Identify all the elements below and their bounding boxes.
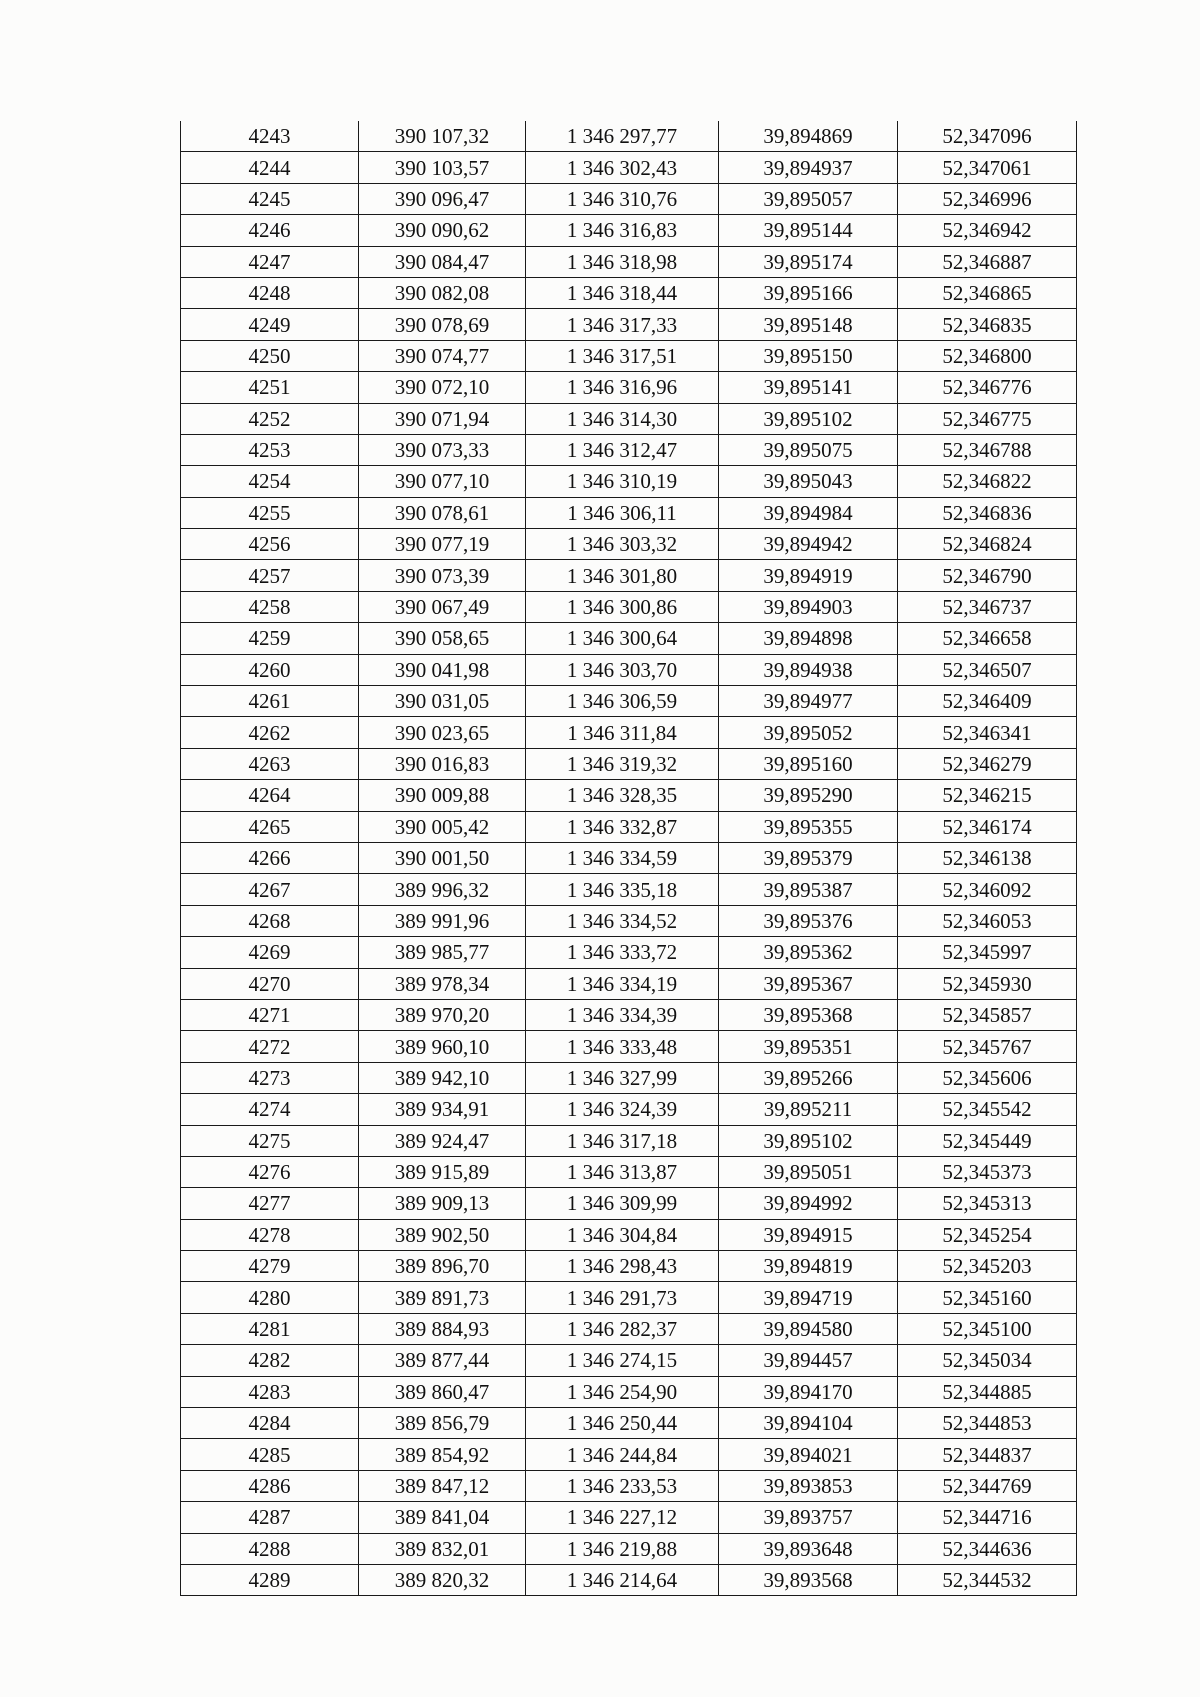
x-coordinate-cell: 389 896,70: [359, 1251, 526, 1282]
y-coordinate-cell: 1 346 311,84: [526, 717, 719, 748]
longitude-cell: 39,895355: [719, 811, 898, 842]
table-row: [181, 1031, 1077, 1062]
y-coordinate-cell: 1 346 318,44: [526, 277, 719, 308]
x-coordinate-cell: 390 077,10: [359, 466, 526, 497]
y-coordinate-cell: 1 346 316,83: [526, 215, 719, 246]
longitude-cell: 39,895057: [719, 183, 898, 214]
latitude-cell: 52,347061: [898, 152, 1077, 183]
latitude-cell: 52,344769: [898, 1470, 1077, 1501]
y-coordinate-cell: 1 346 327,99: [526, 1062, 719, 1093]
table-row: [181, 654, 1077, 685]
y-coordinate-cell: 1 346 317,51: [526, 340, 719, 371]
longitude-cell: 39,894992: [719, 1188, 898, 1219]
longitude-cell: 39,895102: [719, 403, 898, 434]
latitude-cell: 52,346279: [898, 748, 1077, 779]
table-row: [181, 1470, 1077, 1501]
latitude-cell: 52,344636: [898, 1533, 1077, 1564]
longitude-cell: 39,895362: [719, 937, 898, 968]
x-coordinate-cell: 390 073,33: [359, 434, 526, 465]
point-number-cell: 4251: [181, 372, 359, 403]
latitude-cell: 52,345373: [898, 1156, 1077, 1187]
latitude-cell: 52,345930: [898, 968, 1077, 999]
table-row: [181, 1345, 1077, 1376]
y-coordinate-cell: 1 346 301,80: [526, 560, 719, 591]
longitude-cell: 39,895379: [719, 842, 898, 873]
longitude-cell: 39,895075: [719, 434, 898, 465]
table-row: [181, 1564, 1077, 1595]
point-number-cell: 4265: [181, 811, 359, 842]
latitude-cell: 52,345034: [898, 1345, 1077, 1376]
x-coordinate-cell: 390 078,69: [359, 309, 526, 340]
x-coordinate-cell: 390 084,47: [359, 246, 526, 277]
longitude-cell: 39,894104: [719, 1408, 898, 1439]
y-coordinate-cell: 1 346 335,18: [526, 874, 719, 905]
x-coordinate-cell: 390 103,57: [359, 152, 526, 183]
table-row: [181, 1125, 1077, 1156]
point-number-cell: 4255: [181, 497, 359, 528]
x-coordinate-cell: 389 934,91: [359, 1094, 526, 1125]
y-coordinate-cell: 1 346 312,47: [526, 434, 719, 465]
table-row: [181, 1439, 1077, 1470]
longitude-cell: 39,895141: [719, 372, 898, 403]
x-coordinate-cell: 390 031,05: [359, 686, 526, 717]
y-coordinate-cell: 1 346 250,44: [526, 1408, 719, 1439]
point-number-cell: 4277: [181, 1188, 359, 1219]
table-row: [181, 1282, 1077, 1313]
latitude-cell: 52,346942: [898, 215, 1077, 246]
point-number-cell: 4257: [181, 560, 359, 591]
table-row: [181, 1094, 1077, 1125]
point-number-cell: 4263: [181, 748, 359, 779]
x-coordinate-cell: 389 942,10: [359, 1062, 526, 1093]
y-coordinate-cell: 1 346 316,96: [526, 372, 719, 403]
x-coordinate-cell: 389 985,77: [359, 937, 526, 968]
latitude-cell: 52,347096: [898, 121, 1077, 152]
y-coordinate-cell: 1 346 319,32: [526, 748, 719, 779]
latitude-cell: 52,346824: [898, 529, 1077, 560]
x-coordinate-cell: 389 847,12: [359, 1470, 526, 1501]
latitude-cell: 52,344532: [898, 1564, 1077, 1595]
x-coordinate-cell: 390 096,47: [359, 183, 526, 214]
latitude-cell: 52,345542: [898, 1094, 1077, 1125]
x-coordinate-cell: 390 023,65: [359, 717, 526, 748]
table-row: [181, 905, 1077, 936]
table-row: [181, 591, 1077, 622]
table-row: [181, 717, 1077, 748]
longitude-cell: 39,894898: [719, 623, 898, 654]
longitude-cell: 39,895174: [719, 246, 898, 277]
longitude-cell: 39,895376: [719, 905, 898, 936]
coordinates-table-body: [181, 121, 1077, 1596]
x-coordinate-cell: 390 058,65: [359, 623, 526, 654]
y-coordinate-cell: 1 346 303,70: [526, 654, 719, 685]
point-number-cell: 4248: [181, 277, 359, 308]
x-coordinate-cell: 390 016,83: [359, 748, 526, 779]
longitude-cell: 39,895368: [719, 999, 898, 1030]
longitude-cell: 39,894170: [719, 1376, 898, 1407]
y-coordinate-cell: 1 346 334,19: [526, 968, 719, 999]
point-number-cell: 4285: [181, 1439, 359, 1470]
longitude-cell: 39,894942: [719, 529, 898, 560]
y-coordinate-cell: 1 346 306,11: [526, 497, 719, 528]
point-number-cell: 4274: [181, 1094, 359, 1125]
longitude-cell: 39,895160: [719, 748, 898, 779]
longitude-cell: 39,895266: [719, 1062, 898, 1093]
table-row: [181, 403, 1077, 434]
y-coordinate-cell: 1 346 244,84: [526, 1439, 719, 1470]
y-coordinate-cell: 1 346 334,52: [526, 905, 719, 936]
longitude-cell: 39,893648: [719, 1533, 898, 1564]
x-coordinate-cell: 389 970,20: [359, 999, 526, 1030]
latitude-cell: 52,346507: [898, 654, 1077, 685]
longitude-cell: 39,894977: [719, 686, 898, 717]
longitude-cell: 39,895166: [719, 277, 898, 308]
point-number-cell: 4252: [181, 403, 359, 434]
x-coordinate-cell: 389 856,79: [359, 1408, 526, 1439]
table-row: [181, 1188, 1077, 1219]
longitude-cell: 39,895052: [719, 717, 898, 748]
longitude-cell: 39,894937: [719, 152, 898, 183]
latitude-cell: 52,346138: [898, 842, 1077, 873]
point-number-cell: 4271: [181, 999, 359, 1030]
x-coordinate-cell: 389 991,96: [359, 905, 526, 936]
y-coordinate-cell: 1 346 274,15: [526, 1345, 719, 1376]
table-row: [181, 842, 1077, 873]
y-coordinate-cell: 1 346 303,32: [526, 529, 719, 560]
x-coordinate-cell: 389 996,32: [359, 874, 526, 905]
latitude-cell: 52,345606: [898, 1062, 1077, 1093]
point-number-cell: 4283: [181, 1376, 359, 1407]
table-row: [181, 1502, 1077, 1533]
point-number-cell: 4267: [181, 874, 359, 905]
table-row: [181, 811, 1077, 842]
latitude-cell: 52,346836: [898, 497, 1077, 528]
longitude-cell: 39,895043: [719, 466, 898, 497]
longitude-cell: 39,894457: [719, 1345, 898, 1376]
latitude-cell: 52,346887: [898, 246, 1077, 277]
y-coordinate-cell: 1 346 332,87: [526, 811, 719, 842]
x-coordinate-cell: 389 902,50: [359, 1219, 526, 1250]
y-coordinate-cell: 1 346 219,88: [526, 1533, 719, 1564]
table-row: [181, 1156, 1077, 1187]
y-coordinate-cell: 1 346 233,53: [526, 1470, 719, 1501]
point-number-cell: 4266: [181, 842, 359, 873]
point-number-cell: 4279: [181, 1251, 359, 1282]
x-coordinate-cell: 389 841,04: [359, 1502, 526, 1533]
table-row: [181, 372, 1077, 403]
x-coordinate-cell: 389 924,47: [359, 1125, 526, 1156]
table-row: [181, 623, 1077, 654]
point-number-cell: 4249: [181, 309, 359, 340]
point-number-cell: 4289: [181, 1564, 359, 1595]
latitude-cell: 52,345203: [898, 1251, 1077, 1282]
latitude-cell: 52,346776: [898, 372, 1077, 403]
longitude-cell: 39,895144: [719, 215, 898, 246]
table-row: [181, 1062, 1077, 1093]
longitude-cell: 39,894915: [719, 1219, 898, 1250]
longitude-cell: 39,894984: [719, 497, 898, 528]
x-coordinate-cell: 390 071,94: [359, 403, 526, 434]
longitude-cell: 39,895150: [719, 340, 898, 371]
x-coordinate-cell: 389 860,47: [359, 1376, 526, 1407]
latitude-cell: 52,345997: [898, 937, 1077, 968]
table-row: [181, 152, 1077, 183]
latitude-cell: 52,346800: [898, 340, 1077, 371]
point-number-cell: 4287: [181, 1502, 359, 1533]
point-number-cell: 4276: [181, 1156, 359, 1187]
x-coordinate-cell: 390 001,50: [359, 842, 526, 873]
x-coordinate-cell: 389 891,73: [359, 1282, 526, 1313]
latitude-cell: 52,346053: [898, 905, 1077, 936]
table-row: [181, 215, 1077, 246]
y-coordinate-cell: 1 346 317,33: [526, 309, 719, 340]
y-coordinate-cell: 1 346 298,43: [526, 1251, 719, 1282]
point-number-cell: 4284: [181, 1408, 359, 1439]
table-row: [181, 277, 1077, 308]
longitude-cell: 39,895051: [719, 1156, 898, 1187]
latitude-cell: 52,346996: [898, 183, 1077, 214]
table-row: [181, 1313, 1077, 1344]
table-row: [181, 1219, 1077, 1250]
longitude-cell: 39,895351: [719, 1031, 898, 1062]
point-number-cell: 4258: [181, 591, 359, 622]
point-number-cell: 4260: [181, 654, 359, 685]
longitude-cell: 39,894580: [719, 1313, 898, 1344]
point-number-cell: 4286: [181, 1470, 359, 1501]
longitude-cell: 39,895148: [719, 309, 898, 340]
coordinates-table: [180, 121, 1077, 1596]
point-number-cell: 4269: [181, 937, 359, 968]
x-coordinate-cell: 389 978,34: [359, 968, 526, 999]
x-coordinate-cell: 390 074,77: [359, 340, 526, 371]
table-row: [181, 560, 1077, 591]
point-number-cell: 4247: [181, 246, 359, 277]
x-coordinate-cell: 389 884,93: [359, 1313, 526, 1344]
point-number-cell: 4275: [181, 1125, 359, 1156]
latitude-cell: 52,346092: [898, 874, 1077, 905]
point-number-cell: 4250: [181, 340, 359, 371]
y-coordinate-cell: 1 346 318,98: [526, 246, 719, 277]
y-coordinate-cell: 1 346 309,99: [526, 1188, 719, 1219]
table-row: [181, 246, 1077, 277]
longitude-cell: 39,895387: [719, 874, 898, 905]
table-row: [181, 748, 1077, 779]
longitude-cell: 39,895290: [719, 780, 898, 811]
x-coordinate-cell: 390 005,42: [359, 811, 526, 842]
latitude-cell: 52,346174: [898, 811, 1077, 842]
x-coordinate-cell: 389 820,32: [359, 1564, 526, 1595]
table-row: [181, 183, 1077, 214]
y-coordinate-cell: 1 346 254,90: [526, 1376, 719, 1407]
latitude-cell: 52,345100: [898, 1313, 1077, 1344]
y-coordinate-cell: 1 346 328,35: [526, 780, 719, 811]
y-coordinate-cell: 1 346 313,87: [526, 1156, 719, 1187]
table-row: [181, 1533, 1077, 1564]
latitude-cell: 52,346865: [898, 277, 1077, 308]
x-coordinate-cell: 389 832,01: [359, 1533, 526, 1564]
longitude-cell: 39,894903: [719, 591, 898, 622]
y-coordinate-cell: 1 346 324,39: [526, 1094, 719, 1125]
x-coordinate-cell: 389 854,92: [359, 1439, 526, 1470]
longitude-cell: 39,895367: [719, 968, 898, 999]
point-number-cell: 4254: [181, 466, 359, 497]
x-coordinate-cell: 390 067,49: [359, 591, 526, 622]
table-row: [181, 497, 1077, 528]
table-row: [181, 1376, 1077, 1407]
table-row: [181, 937, 1077, 968]
latitude-cell: 52,346790: [898, 560, 1077, 591]
y-coordinate-cell: 1 346 314,30: [526, 403, 719, 434]
latitude-cell: 52,346409: [898, 686, 1077, 717]
table-row: [181, 434, 1077, 465]
x-coordinate-cell: 389 915,89: [359, 1156, 526, 1187]
table-row: [181, 780, 1077, 811]
y-coordinate-cell: 1 346 310,19: [526, 466, 719, 497]
latitude-cell: 52,346775: [898, 403, 1077, 434]
y-coordinate-cell: 1 346 334,39: [526, 999, 719, 1030]
table-row: [181, 1251, 1077, 1282]
y-coordinate-cell: 1 346 297,77: [526, 121, 719, 152]
x-coordinate-cell: 390 077,19: [359, 529, 526, 560]
x-coordinate-cell: 390 041,98: [359, 654, 526, 685]
latitude-cell: 52,346835: [898, 309, 1077, 340]
x-coordinate-cell: 389 909,13: [359, 1188, 526, 1219]
latitude-cell: 52,344716: [898, 1502, 1077, 1533]
latitude-cell: 52,346737: [898, 591, 1077, 622]
longitude-cell: 39,894021: [719, 1439, 898, 1470]
point-number-cell: 4243: [181, 121, 359, 152]
table-row: [181, 968, 1077, 999]
x-coordinate-cell: 389 877,44: [359, 1345, 526, 1376]
latitude-cell: 52,344885: [898, 1376, 1077, 1407]
latitude-cell: 52,346658: [898, 623, 1077, 654]
table-row: [181, 309, 1077, 340]
x-coordinate-cell: 390 009,88: [359, 780, 526, 811]
longitude-cell: 39,893757: [719, 1502, 898, 1533]
x-coordinate-cell: 390 082,08: [359, 277, 526, 308]
y-coordinate-cell: 1 346 282,37: [526, 1313, 719, 1344]
point-number-cell: 4281: [181, 1313, 359, 1344]
longitude-cell: 39,894919: [719, 560, 898, 591]
latitude-cell: 52,345313: [898, 1188, 1077, 1219]
y-coordinate-cell: 1 346 291,73: [526, 1282, 719, 1313]
point-number-cell: 4246: [181, 215, 359, 246]
point-number-cell: 4278: [181, 1219, 359, 1250]
latitude-cell: 52,345160: [898, 1282, 1077, 1313]
point-number-cell: 4259: [181, 623, 359, 654]
latitude-cell: 52,346341: [898, 717, 1077, 748]
y-coordinate-cell: 1 346 227,12: [526, 1502, 719, 1533]
y-coordinate-cell: 1 346 334,59: [526, 842, 719, 873]
table-row: [181, 686, 1077, 717]
x-coordinate-cell: 390 078,61: [359, 497, 526, 528]
point-number-cell: 4288: [181, 1533, 359, 1564]
longitude-cell: 39,893853: [719, 1470, 898, 1501]
longitude-cell: 39,895211: [719, 1094, 898, 1125]
y-coordinate-cell: 1 346 333,72: [526, 937, 719, 968]
latitude-cell: 52,345254: [898, 1219, 1077, 1250]
y-coordinate-cell: 1 346 310,76: [526, 183, 719, 214]
longitude-cell: 39,893568: [719, 1564, 898, 1595]
x-coordinate-cell: 390 090,62: [359, 215, 526, 246]
y-coordinate-cell: 1 346 306,59: [526, 686, 719, 717]
point-number-cell: 4268: [181, 905, 359, 936]
point-number-cell: 4273: [181, 1062, 359, 1093]
point-number-cell: 4261: [181, 686, 359, 717]
y-coordinate-cell: 1 346 214,64: [526, 1564, 719, 1595]
table-row: [181, 999, 1077, 1030]
point-number-cell: 4262: [181, 717, 359, 748]
point-number-cell: 4256: [181, 529, 359, 560]
latitude-cell: 52,346788: [898, 434, 1077, 465]
y-coordinate-cell: 1 346 317,18: [526, 1125, 719, 1156]
table-row: [181, 340, 1077, 371]
longitude-cell: 39,895102: [719, 1125, 898, 1156]
latitude-cell: 52,344837: [898, 1439, 1077, 1470]
y-coordinate-cell: 1 346 333,48: [526, 1031, 719, 1062]
longitude-cell: 39,894938: [719, 654, 898, 685]
x-coordinate-cell: 389 960,10: [359, 1031, 526, 1062]
point-number-cell: 4282: [181, 1345, 359, 1376]
y-coordinate-cell: 1 346 304,84: [526, 1219, 719, 1250]
table-row: [181, 121, 1077, 152]
latitude-cell: 52,344853: [898, 1408, 1077, 1439]
latitude-cell: 52,346215: [898, 780, 1077, 811]
point-number-cell: 4270: [181, 968, 359, 999]
latitude-cell: 52,345857: [898, 999, 1077, 1030]
point-number-cell: 4245: [181, 183, 359, 214]
y-coordinate-cell: 1 346 300,64: [526, 623, 719, 654]
point-number-cell: 4272: [181, 1031, 359, 1062]
longitude-cell: 39,894719: [719, 1282, 898, 1313]
y-coordinate-cell: 1 346 302,43: [526, 152, 719, 183]
x-coordinate-cell: 390 107,32: [359, 121, 526, 152]
table-row: [181, 874, 1077, 905]
latitude-cell: 52,346822: [898, 466, 1077, 497]
point-number-cell: 4253: [181, 434, 359, 465]
table-row: [181, 1408, 1077, 1439]
x-coordinate-cell: 390 073,39: [359, 560, 526, 591]
point-number-cell: 4280: [181, 1282, 359, 1313]
point-number-cell: 4264: [181, 780, 359, 811]
latitude-cell: 52,345767: [898, 1031, 1077, 1062]
table-row: [181, 529, 1077, 560]
latitude-cell: 52,345449: [898, 1125, 1077, 1156]
y-coordinate-cell: 1 346 300,86: [526, 591, 719, 622]
longitude-cell: 39,894819: [719, 1251, 898, 1282]
longitude-cell: 39,894869: [719, 121, 898, 152]
table-row: [181, 466, 1077, 497]
point-number-cell: 4244: [181, 152, 359, 183]
x-coordinate-cell: 390 072,10: [359, 372, 526, 403]
